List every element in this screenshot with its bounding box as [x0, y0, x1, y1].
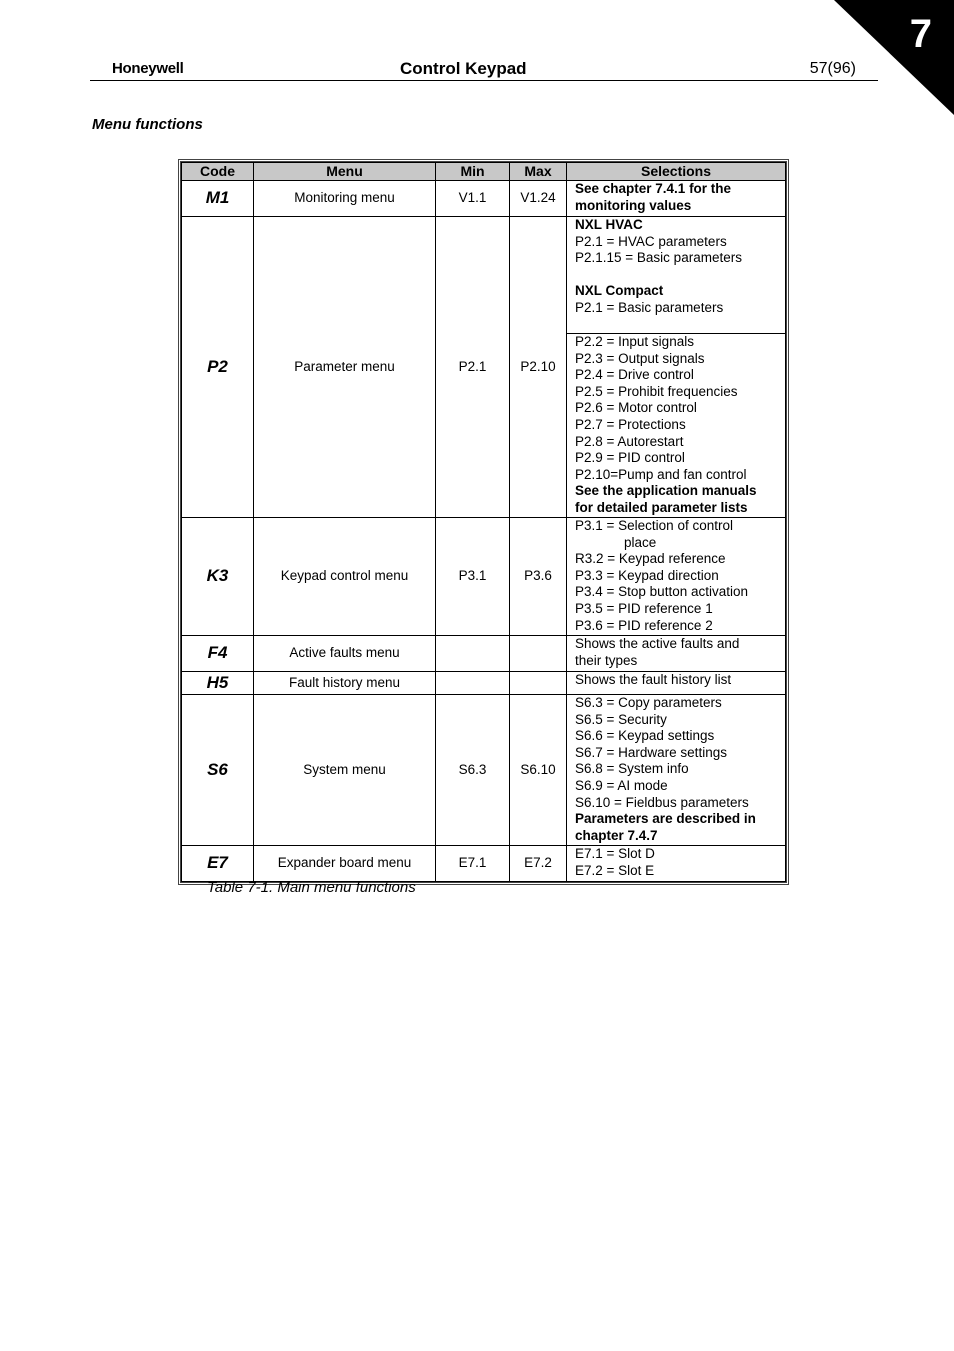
selection-line: P3.3 = Keypad direction: [575, 567, 719, 583]
menu-name: Expander board menu: [254, 846, 436, 882]
chapter-number: 7: [909, 12, 932, 56]
column-header-max: Max: [510, 163, 567, 181]
menu-min: P2.1: [436, 217, 510, 518]
menu-max: P2.10: [510, 217, 567, 518]
selection-line: [575, 267, 779, 284]
selections-cell: [567, 181, 786, 217]
selection-line: NXL HVAC: [575, 217, 643, 232]
selections-cell: [567, 636, 786, 672]
selection-line: P2.9 = PID control: [575, 450, 685, 466]
selections-cell: [567, 672, 786, 695]
table-row: [182, 846, 786, 882]
selection-line: See the application manuals: [575, 483, 757, 499]
menu-max: V1.24: [510, 181, 567, 217]
selection-line: S6.3 = Copy parameters: [575, 695, 722, 710]
menu-functions-table: [178, 159, 789, 885]
selection-line: P2.6 = Motor control: [575, 400, 697, 416]
table-row: [182, 636, 786, 672]
menu-name: Keypad control menu: [254, 518, 436, 636]
menu-code: E7: [182, 846, 254, 882]
selection-line: See chapter 7.4.1 for the: [575, 181, 732, 196]
menu-code: H5: [182, 672, 254, 695]
selection-line: S6.8 = System info: [575, 761, 689, 777]
menu-name: Active faults menu: [254, 636, 436, 672]
selection-line: NXL Compact: [575, 283, 664, 299]
column-header-selections: Selections: [567, 163, 786, 181]
column-header-menu: Menu: [254, 163, 436, 181]
table-row: [182, 672, 786, 695]
selections-cell: [567, 334, 786, 518]
selection-line: R3.2 = Keypad reference: [575, 551, 726, 567]
document-title: Control Keypad: [400, 59, 527, 78]
selection-line: P2.4 = Drive control: [575, 367, 694, 383]
selection-line: Shows the fault history list: [575, 672, 732, 687]
table-caption: Table 7-1. Main menu functions: [207, 879, 416, 896]
column-header-code: Code: [182, 163, 254, 181]
selection-line: for detailed parameter lists: [575, 499, 748, 515]
menu-code: F4: [182, 636, 254, 672]
table-row: [182, 518, 786, 636]
menu-max: [510, 636, 567, 672]
selection-line: P2.8 = Autorestart: [575, 433, 684, 449]
selection-line: Shows the active faults and: [575, 636, 740, 651]
selection-line: P3.6 = PID reference 2: [575, 617, 713, 633]
selection-line: S6.9 = AI mode: [575, 777, 668, 793]
menu-name: Fault history menu: [254, 672, 436, 695]
menu-max: S6.10: [510, 695, 567, 846]
selection-line: P2.1 = Basic parameters: [575, 299, 724, 315]
selection-line: P3.1 = Selection of control: [575, 518, 733, 533]
selection-line: chapter 7.4.7: [575, 827, 658, 843]
selection-line: S6.6 = Keypad settings: [575, 728, 715, 744]
selections-cell: [567, 846, 786, 882]
menu-min: E7.1: [436, 846, 510, 882]
selections-cell: [567, 695, 786, 846]
table-body: [182, 181, 786, 882]
selection-line: P3.4 = Stop button activation: [575, 584, 748, 600]
section-title: Menu functions: [92, 116, 203, 133]
column-header-min: Min: [436, 163, 510, 181]
menu-min: S6.3: [436, 695, 510, 846]
menu-min: V1.1: [436, 181, 510, 217]
menu-name: Parameter menu: [254, 217, 436, 518]
selection-line: P2.5 = Prohibit frequencies: [575, 383, 738, 399]
selection-line: P2.1.15 = Basic parameters: [575, 250, 742, 266]
menu-code: K3: [182, 518, 254, 636]
selection-line: P3.5 = PID reference 1: [575, 600, 713, 616]
selection-line: Parameters are described in: [575, 811, 756, 827]
selection-line: P2.7 = Protections: [575, 416, 686, 432]
menu-name: Monitoring menu: [254, 181, 436, 217]
table-row: [182, 217, 786, 334]
menu-min: P3.1: [436, 518, 510, 636]
selection-line: E7.2 = Slot E: [575, 862, 655, 878]
menu-code: S6: [182, 695, 254, 846]
selection-line: E7.1 = Slot D: [575, 846, 655, 861]
selection-line: P2.1 = HVAC parameters: [575, 233, 727, 249]
selection-line: monitoring values: [575, 197, 692, 213]
selection-line: S6.10 = Fieldbus parameters: [575, 794, 749, 810]
selection-line: P2.3 = Output signals: [575, 350, 705, 366]
menu-code: P2: [182, 217, 254, 518]
selections-cell: [567, 217, 786, 334]
selection-line: S6.7 = Hardware settings: [575, 744, 727, 760]
selection-line: place: [624, 534, 657, 550]
table-header-row: [182, 163, 786, 181]
menu-max: E7.2: [510, 846, 567, 882]
table-row: [182, 695, 786, 846]
menu-min: [436, 672, 510, 695]
menu-min: [436, 636, 510, 672]
menu-name: System menu: [254, 695, 436, 846]
selection-line: S6.5 = Security: [575, 711, 667, 727]
page-header: [90, 58, 878, 81]
menu-max: [510, 672, 567, 695]
menu-max: P3.6: [510, 518, 567, 636]
menu-code: M1: [182, 181, 254, 217]
selection-line: their types: [575, 652, 638, 668]
page-number: 57(96): [809, 60, 856, 77]
brand-logo-text: Honeywell: [112, 60, 184, 77]
selection-line: P2.2 = Input signals: [575, 334, 694, 349]
selections-cell: [567, 518, 786, 636]
table-row: [182, 181, 786, 217]
selection-line: P2.10=Pump and fan control: [575, 466, 747, 482]
